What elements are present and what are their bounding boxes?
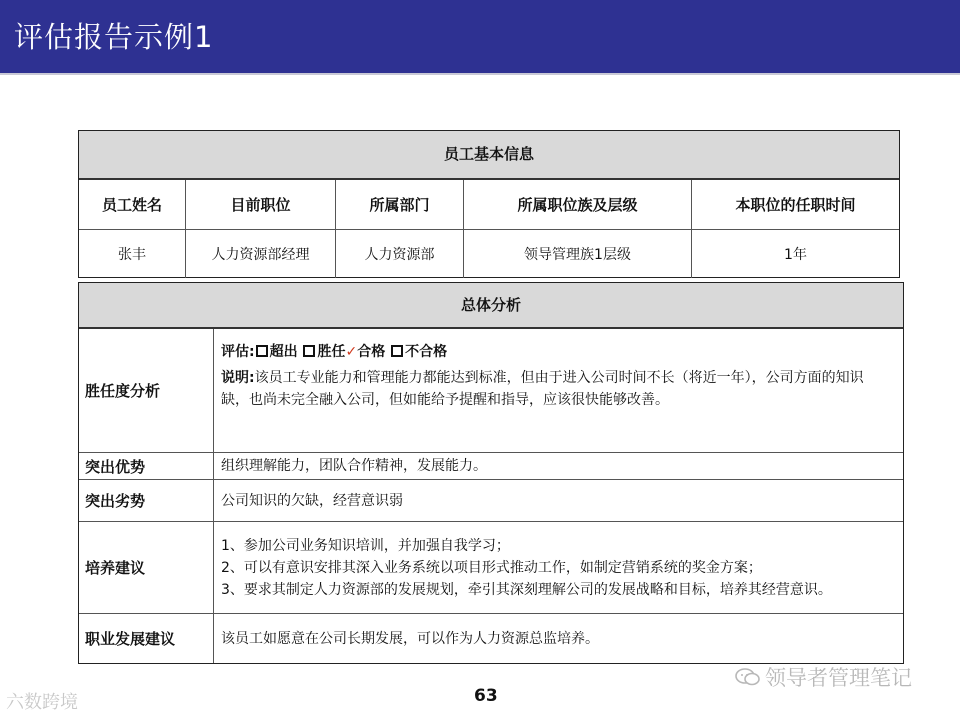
analysis-table: [78, 282, 904, 664]
weaknesses-label: 突出劣势: [79, 480, 214, 521]
training-list: [221, 522, 899, 613]
training-item: 1、参加公司业务知识培训，并加强自我学习；: [221, 537, 510, 554]
weaknesses-row: [79, 480, 903, 522]
header-name: 员工姓名: [79, 180, 186, 229]
value-position: 人力资源部经理: [186, 230, 336, 278]
slide-title: 评估报告示例1: [14, 20, 214, 54]
competency-label: 胜任度分析: [79, 329, 214, 452]
note-label: 说明:: [221, 369, 255, 386]
title-bar: [0, 0, 960, 73]
option-unqualified: 不合格: [405, 343, 448, 360]
watermark-text: 领导者管理笔记: [765, 666, 912, 690]
wechat-icon: [735, 667, 761, 687]
checkbox-icon: [256, 345, 268, 357]
footer-logo: 六数跨境: [6, 692, 78, 713]
header-job-family: 所属职位族及层级: [464, 180, 692, 229]
watermark: [735, 662, 912, 692]
title-divider: [0, 73, 960, 75]
value-job-family: 领导管理族1层级: [464, 230, 692, 278]
header-department: 所属部门: [336, 180, 464, 229]
training-row: [79, 522, 903, 614]
career-row: [79, 614, 903, 663]
note-line-1: [221, 367, 899, 389]
value-tenure: 1年: [784, 247, 807, 263]
header-tenure: 本职位的任职时间: [735, 196, 856, 214]
note-text-2: 缺，也尚未完全融入公司，但如能给予提醒和指导，应该很快能够改善。: [221, 391, 669, 408]
evaluation-line: [221, 341, 899, 363]
option-exceed: 超出: [269, 343, 298, 360]
weaknesses-text: 公司知识的欠缺，经营意识弱: [221, 492, 403, 509]
training-label: 培养建议: [79, 522, 214, 613]
page-number: 63: [474, 686, 498, 706]
basic-info-title: 员工基本信息: [79, 131, 899, 180]
option-competent: 胜任: [317, 343, 346, 360]
training-item: 2、可以有意识安排其深入业务系统以项目形式推动工作，如制定营销系统的奖金方案；: [221, 559, 762, 576]
note-text-1: 该员工专业能力和管理能力都能达到标准，但由于进入公司时间不长（将近一年），公司方面的知识: [254, 369, 864, 386]
training-item: 3、要求其制定人力资源部的发展规划，牵引其深刻理解公司的发展战略和目标，培养其经营意识。: [221, 581, 832, 598]
strengths-text: 组织理解能力，团队合作精神，发展能力。: [221, 458, 487, 474]
option-qualified: 合格: [357, 343, 386, 360]
basic-info-value-row: [79, 230, 899, 278]
career-text: 该员工如愿意在公司长期发展，可以作为人力资源总监培养。: [221, 630, 599, 647]
checkbox-icon: [391, 345, 403, 357]
career-label: 职业发展建议: [79, 614, 214, 663]
evaluation-prefix: 评估:: [221, 343, 255, 360]
value-department: 人力资源部: [336, 230, 464, 278]
value-name: 张丰: [79, 230, 186, 278]
strengths-label: 突出优势: [79, 453, 214, 479]
basic-info-header-row: [79, 180, 899, 230]
analysis-title: 总体分析: [79, 283, 903, 329]
strengths-row: [79, 453, 903, 480]
header-position: 目前职位: [186, 180, 336, 229]
basic-info-table: [78, 130, 900, 278]
checkbox-icon: [303, 345, 315, 357]
checkmark-icon: ✓: [345, 343, 358, 360]
competency-content: [221, 329, 899, 452]
competency-row: [79, 329, 903, 453]
